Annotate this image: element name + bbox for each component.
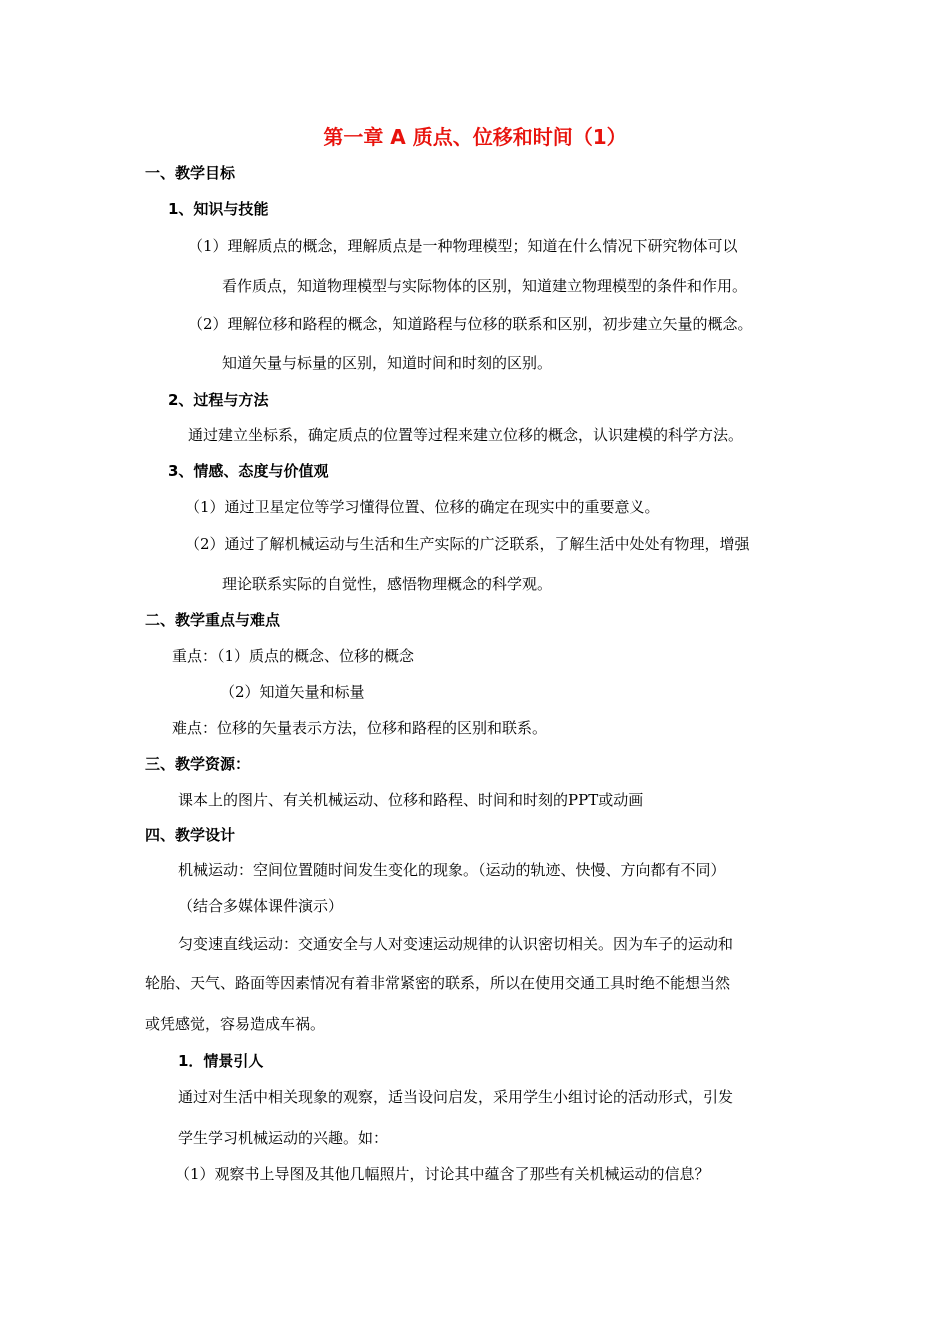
section-heading-resources: 三、教学资源： <box>145 755 251 773</box>
subheading-scenario-intro: 1．情景引人 <box>178 1052 264 1070</box>
paragraph-line: （1）通过卫星定位等学习懂得位置、位移的确定在现实中的重要意义。 <box>185 498 660 516</box>
paragraph-line: 或凭感觉，容易造成车祸。 <box>145 1015 326 1033</box>
paragraph-line: 理论联系实际的自觉性，感悟物理概念的科学观。 <box>222 575 553 593</box>
subheading-knowledge-skills: 1、知识与技能 <box>168 200 269 218</box>
paragraph-line: 轮胎、天气、路面等因素情况有着非常紧密的联系，所以在使用交通工具时绝不能想当然 <box>145 974 731 992</box>
paragraph-line: （结合多媒体课件演示） <box>178 897 344 915</box>
subheading-process-method: 2、过程与方法 <box>168 391 269 409</box>
section-heading-goals: 一、教学目标 <box>145 164 236 182</box>
paragraph-line: （1）观察书上导图及其他几幅照片，讨论其中蕴含了那些有关机械运动的信息？ <box>175 1165 710 1183</box>
paragraph-line: 学生学习机械运动的兴趣。如： <box>178 1129 389 1147</box>
paragraph-line: （2）知道矢量和标量 <box>220 683 365 701</box>
paragraph-line: 课本上的图片、有关机械运动、位移和路程、时间和时刻的PPT或动画 <box>178 791 644 809</box>
paragraph-line: 难点：位移的矢量表示方法，位移和路程的区别和联系。 <box>172 719 548 737</box>
paragraph-line: 匀变速直线运动：交通安全与人对变速运动规律的认识密切相关。因为车子的运动和 <box>178 935 734 953</box>
paragraph-line: 机械运动：空间位置随时间发生变化的现象。（运动的轨迹、快慢、方向都有不同） <box>178 861 726 879</box>
paragraph-line: 知道矢量与标量的区别，知道时间和时刻的区别。 <box>222 354 553 372</box>
section-heading-design: 四、教学设计 <box>145 826 236 844</box>
section-heading-key-points: 二、教学重点与难点 <box>145 611 281 629</box>
paragraph-line: （2）理解位移和路程的概念，知道路程与位移的联系和区别，初步建立矢量的概念。 <box>188 315 753 333</box>
paragraph-line: 通过建立坐标系，确定质点的位置等过程来建立位移的概念，认识建模的科学方法。 <box>188 426 744 444</box>
paragraph-line: 重点：（1）质点的概念、位移的概念 <box>172 647 415 665</box>
paragraph-line: 看作质点，知道物理模型与实际物体的区别，知道建立物理模型的条件和作用。 <box>222 277 748 295</box>
page-title: 第一章 A 质点、位移和时间（1） <box>323 125 627 149</box>
paragraph-line: 通过对生活中相关现象的观察，适当设问启发，采用学生小组讨论的活动形式，引发 <box>178 1088 734 1106</box>
paragraph-line: （1）理解质点的概念，理解质点是一种物理模型；知道在什么情况下研究物体可以 <box>188 237 738 255</box>
subheading-attitude-values: 3、情感、态度与价值观 <box>168 462 329 480</box>
paragraph-line: （2）通过了解机械运动与生活和生产实际的广泛联系，了解生活中处处有物理，增强 <box>185 535 750 553</box>
